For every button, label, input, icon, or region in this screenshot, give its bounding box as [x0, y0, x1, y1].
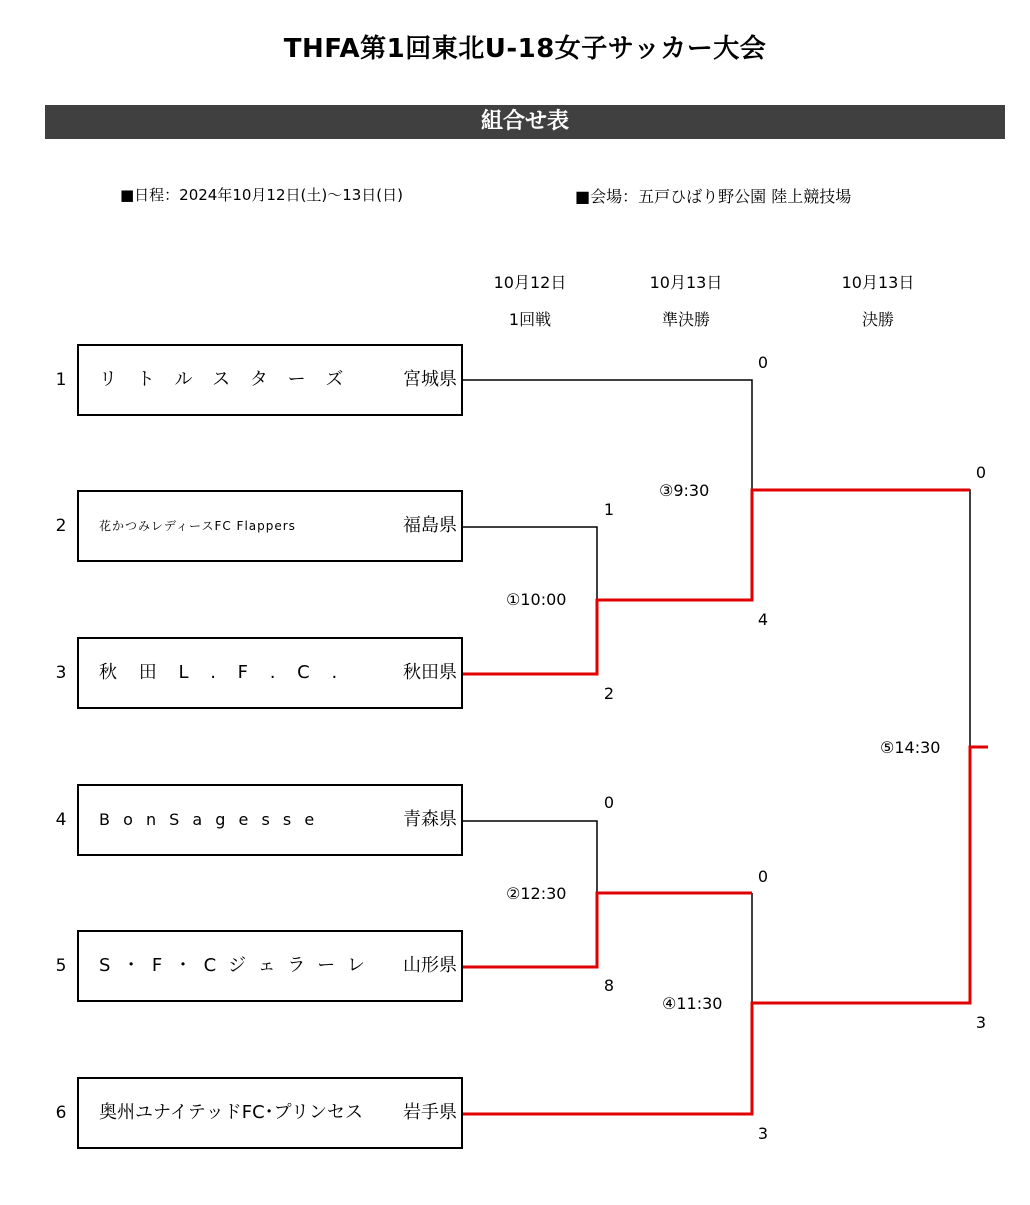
score: 2	[603, 684, 615, 703]
score: 0	[757, 353, 769, 372]
score: 0	[975, 463, 987, 482]
team-seed: 4	[55, 810, 67, 830]
section-header: 組合せ表	[45, 105, 1005, 139]
final-name: 決勝	[861, 310, 894, 329]
score: 3	[975, 1013, 987, 1032]
team-prefecture: 岩手県	[403, 1102, 457, 1123]
team-name: 花かつみレディースFC Flappers	[99, 519, 296, 533]
schedule-info: ■日程：2024年10月12日(土)～13日(日)	[120, 186, 404, 204]
match-label: ④11:30	[662, 994, 723, 1013]
team-prefecture: 福島県	[403, 515, 457, 536]
team-name: 秋 田 L . F . C .	[99, 662, 338, 683]
team-name: 奥州ユナイテッドFC･プリンセス	[99, 1102, 363, 1123]
team-seed: 5	[55, 956, 67, 976]
winner-lines	[463, 490, 988, 1114]
venue-info: ■会場：五戸ひばり野公園 陸上競技場	[575, 187, 852, 206]
score: 3	[757, 1124, 769, 1143]
team-prefecture: 秋田県	[403, 662, 457, 683]
score: 0	[603, 793, 615, 812]
team-seed: 6	[55, 1103, 67, 1123]
round1-date: 10月12日	[493, 273, 567, 292]
team-seed: 2	[55, 516, 67, 536]
team-name: リ ト ル ス タ ー ズ	[99, 369, 344, 390]
semifinal-date: 10月13日	[649, 273, 723, 292]
semifinal-name: 準決勝	[661, 310, 710, 329]
team-seed: 1	[55, 370, 67, 390]
final-date: 10月13日	[841, 273, 915, 292]
round1-name: 1回戦	[508, 310, 552, 329]
match-label: ⑤14:30	[880, 738, 941, 757]
team-name: B o n S a g e s s e	[99, 810, 315, 829]
match-label: ②12:30	[506, 884, 567, 903]
score: 8	[603, 976, 615, 995]
team-name: S ・ F ・ C ジ ェ ラ ー レ	[99, 955, 365, 976]
score: 1	[603, 500, 615, 519]
match-label: ③9:30	[659, 481, 710, 500]
team-prefecture: 山形県	[403, 955, 457, 976]
team-seed: 3	[55, 663, 67, 683]
team-prefecture: 宮城県	[403, 369, 457, 390]
score: 0	[757, 867, 769, 886]
loser-lines	[463, 380, 970, 1003]
score: 4	[757, 610, 769, 629]
tournament-title: THFA第1回東北U-18女子サッカー大会	[283, 34, 767, 64]
match-label: ①10:00	[506, 590, 567, 609]
team-prefecture: 青森県	[403, 809, 457, 830]
